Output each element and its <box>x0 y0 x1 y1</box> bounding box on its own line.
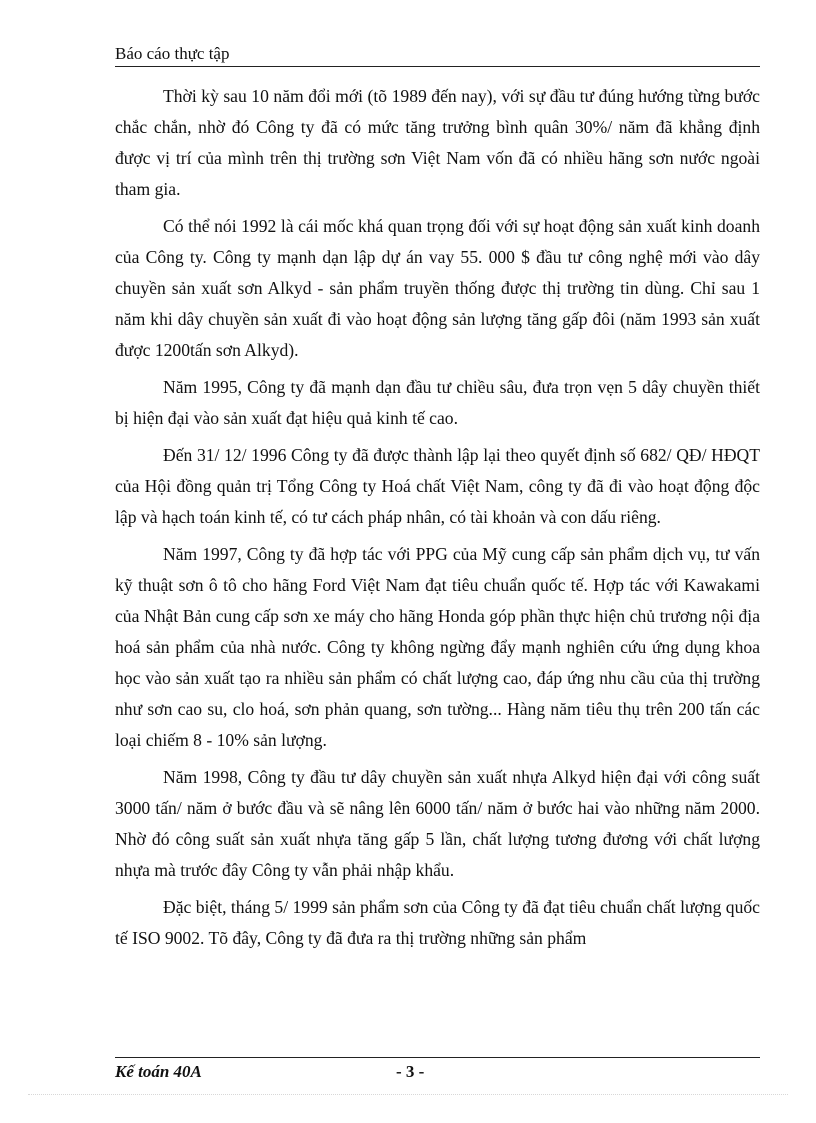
footer-divider <box>115 1057 760 1058</box>
document-body <box>115 81 760 960</box>
page-number: - 3 - <box>396 1062 425 1081</box>
page-header <box>115 44 760 67</box>
paragraph: Đặc biệt, tháng 5/ 1999 sản phẩm sơn của Công ty đã đạt tiêu chuẩn chất lượng quốc tế ISO 9002. Tõ đây, Công ty đã đưa ra thị trường những sản phẩm <box>115 897 760 948</box>
paragraph: Năm 1997, Công ty đã hợp tác với PPG của Mỹ cung cấp sản phẩm dịch vụ, tư vấn kỹ thuật sơn ô tô cho hãng Ford Việt Nam đạt tiêu chuẩn quốc tế. Hợp tác với Kawakami của Nhật Bản cung cấp sơn xe máy cho hãng Honda góp phần thực hiện chủ trương nội địa hoá sản phẩm của nhà nước. Công ty không ngừng đẩy mạnh nghiên cứu ứng dụng khoa học vào sản xuất tạo ra nhiều sản phẩm có chất lượng cao, đáp ứng nhu cầu của thị trường như sơn cao su, clo hoá, sơn phản quang, sơn tường... Hàng năm tiêu thụ trên 200 tấn các loại chiếm 8 - 10% sản lượng. <box>115 544 760 750</box>
footer-course-label: Kế toán 40A <box>115 1062 202 1081</box>
page-edge-divider <box>28 1094 788 1095</box>
paragraph: Thời kỳ sau 10 năm đổi mới (tõ 1989 đến nay), với sự đầu tư đúng hướng từng bước chắc chắn, nhờ đó Công ty đã có mức tăng trưởng bình quân 30%/ năm đã khẳng định được vị trí của mình trên thị trường sơn Việt Nam vốn đã có nhiều hãng sơn nước ngoài tham gia. <box>115 86 760 199</box>
paragraph: Có thể nói 1992 là cái mốc khá quan trọng đối với sự hoạt động sản xuất kinh doanh của Công ty. Công ty mạnh dạn lập dự án vay 55. 000 $ đầu tư công nghệ mới vào dây chuyền sản xuất sơn Alkyd - sản phẩm truyền thống được thị trường tin dùng. Chỉ sau 1 năm khi dây chuyền sản xuất đi vào hoạt động sản lượng tăng gấp đôi (năm 1993 sản xuất được 1200tấn sơn Alkyd). <box>115 216 760 360</box>
paragraph: Năm 1995, Công ty đã mạnh dạn đầu tư chiều sâu, đưa trọn vẹn 5 dây chuyền thiết bị hiện đại vào sản xuất đạt hiệu quả kinh tế cao. <box>115 377 760 428</box>
paragraph: Đến 31/ 12/ 1996 Công ty đã được thành lập lại theo quyết định số 682/ QĐ/ HĐQT của Hội đồng quản trị Tổng Công ty Hoá chất Việt Nam, công ty đã đi vào hoạt động độc lập và hạch toán kinh tế, có tư cách pháp nhân, có tài khoản và con dấu riêng. <box>115 445 760 527</box>
paragraph: Năm 1998, Công ty đầu tư dây chuyền sản xuất nhựa Alkyd hiện đại với công suất 3000 tấn/ năm ở bước đầu và sẽ nâng lên 6000 tấn/ năm ở bước hai vào những năm 2000. Nhờ đó công suất sản xuất nhựa tăng gấp 5 lần, chất lượng tương đương với chất lượng nhựa mà trước đây Công ty vẫn phải nhập khẩu. <box>115 767 760 880</box>
header-title: Báo cáo thực tập <box>115 44 230 63</box>
